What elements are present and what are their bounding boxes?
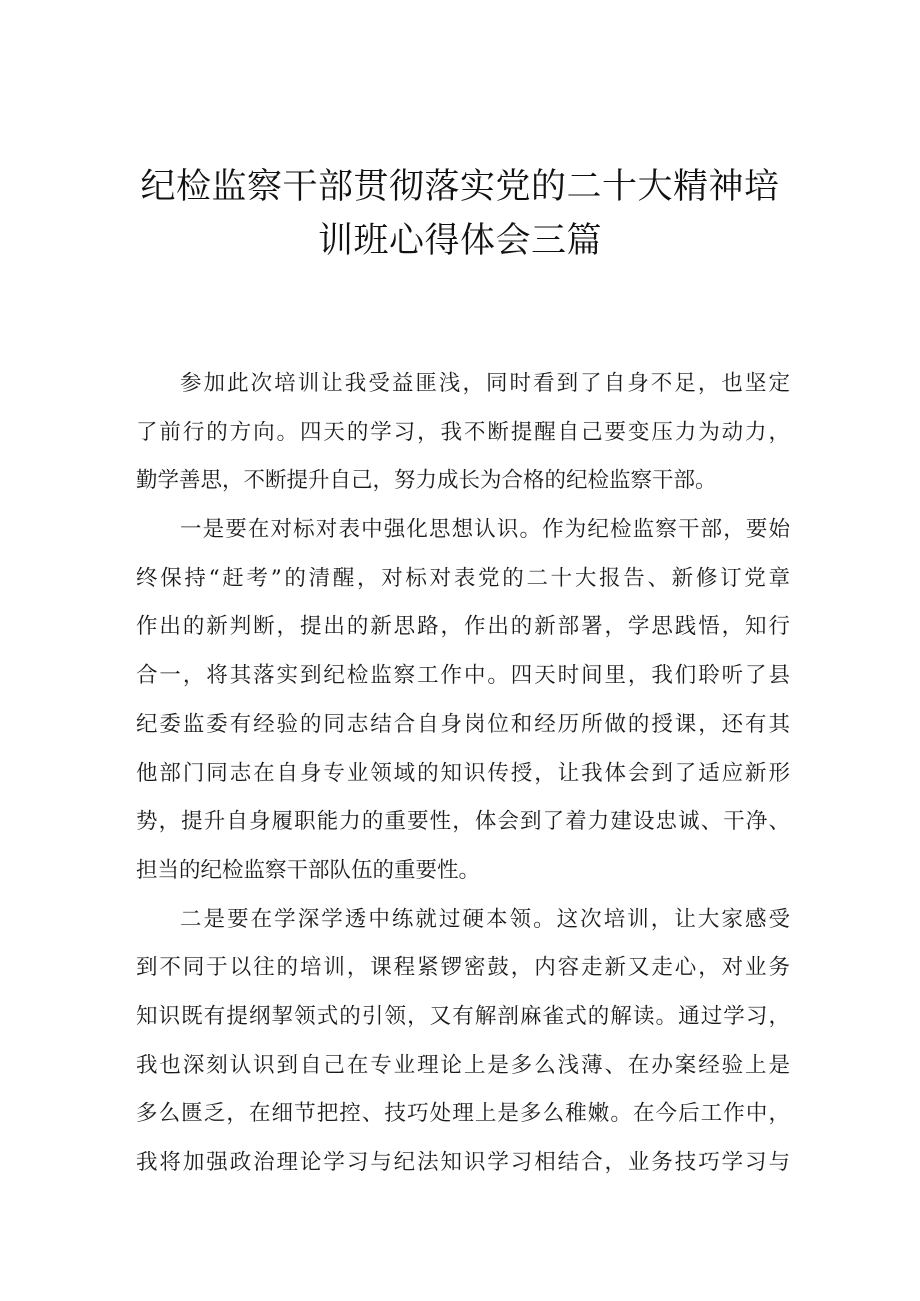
paragraph-line: 势，提升自身履职能力的重要性，体会到了着力建设忠诚、干净、 bbox=[136, 809, 790, 835]
title-line-1: 纪检监察干部贯彻落实党的二十大精神培 bbox=[140, 167, 780, 207]
paragraph-line: 我也深刻认识到自己在专业理论上是多么浅薄、在办案经验上是 bbox=[136, 1052, 790, 1078]
paragraph-line: 了前行的方向。四天的学习，我不断提醒自己要变压力为动力， bbox=[136, 419, 790, 445]
paragraph-line: 他部门同志在自身专业领域的知识传授，让我体会到了适应新形 bbox=[136, 760, 790, 786]
paragraph-1 bbox=[136, 360, 790, 506]
paragraph-line: 担当的纪检监察干部队伍的重要性。 bbox=[136, 857, 481, 883]
paragraph-line: 纪委监委有经验的同志结合自身岗位和经历所做的授课，还有其 bbox=[136, 711, 790, 737]
paragraph-line: 二是要在学深学透中练就过硬本领。这次培训，让大家感受 bbox=[180, 906, 790, 932]
paragraph-line: 一是要在对标对表中强化思想认识。作为纪检监察干部，要始 bbox=[180, 517, 790, 543]
paragraph-line: 作出的新判断，提出的新思路，作出的新部署，学思践悟，知行 bbox=[136, 614, 790, 640]
paragraph-line: 知识既有提纲挈领式的引领，又有解剖麻雀式的解读。通过学习， bbox=[136, 1003, 790, 1029]
paragraph-2 bbox=[136, 506, 790, 896]
paragraph-line: 多么匮乏，在细节把控、技巧处理上是多么稚嫩。在今后工作中， bbox=[136, 1101, 790, 1127]
paragraph-line: 勤学善思，不断提升自己，努力成长为合格的纪检监察干部。 bbox=[136, 468, 717, 494]
title-line-2: 训班心得体会三篇 bbox=[317, 221, 602, 261]
paragraph-line: 合一，将其落实到纪检监察工作中。四天时间里，我们聆听了县 bbox=[136, 663, 790, 689]
document-body bbox=[136, 360, 790, 1188]
paragraph-line: 到不同于以往的培训，课程紧锣密鼓，内容走新又走心，对业务 bbox=[136, 955, 790, 981]
paragraph-line: 我将加强政治理论学习与纪法知识学习相结合，业务技巧学习与 bbox=[136, 1150, 790, 1175]
paragraph-line: 参加此次培训让我受益匪浅，同时看到了自身不足，也坚定 bbox=[180, 371, 790, 396]
document-title bbox=[100, 160, 820, 268]
paragraph-line: 终保持“赶考”的清醒，对标对表党的二十大报告、新修订党章 bbox=[136, 565, 790, 591]
paragraph-3 bbox=[136, 896, 790, 1188]
